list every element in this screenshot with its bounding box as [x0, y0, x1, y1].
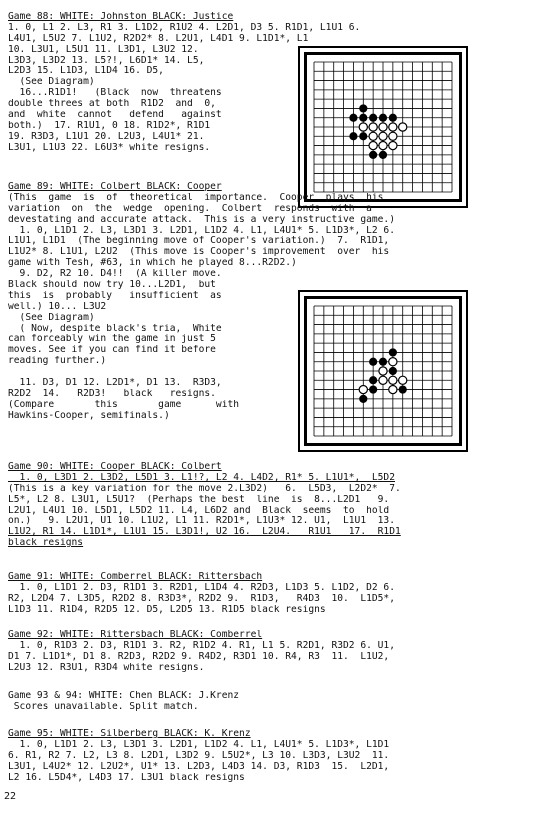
black-stone — [369, 151, 377, 159]
white-stone — [389, 123, 397, 131]
black-stone — [389, 114, 397, 122]
game-91 — [8, 572, 536, 616]
game-92-line-2: D1 7. L1D1*, D1 8. R2D3, R2D2 9. R4D2, R3D1 10. R4, R3 11. L1U2, — [8, 651, 390, 662]
game-91-line-2: R2, L2D4 7. L3D5, R2D2 8. R3D3*, R2D2 9. R1D3, R4D3 10. L1D5*, — [8, 593, 395, 604]
black-stone — [369, 358, 377, 366]
game-89-line-14: can forceably win the game in just 5 — [8, 334, 216, 345]
game-89-line-6: L1U2* 8. L1U1, L2U2 (This move is Cooper's improvement over his — [8, 247, 390, 258]
game-89-line-4: 1. 0, L1D1 2. L3, L3D1 3. L2D1, L1D2 4. L1, L4U1* 5. L1D3*, L2 6. — [8, 225, 395, 236]
game-89-line-8: 9. D2, R2 10. D4!! (A killer move. — [8, 269, 222, 280]
game-92-header: Game 92: WHITE: Rittersbach BLACK: Comberrel — [8, 630, 263, 640]
game-95-line-4: L2 16. L5D4*, L4D3 17. L3U1 black resigns — [8, 772, 245, 783]
game-92-line-1: 1. 0, R1D3 2. D3, R1D1 3. R2, R1D2 4. R1, L1 5. R2D1, R3D2 6. U1, — [8, 640, 395, 651]
black-stone — [359, 395, 367, 403]
game-91-header: Game 91: WHITE: Comberrel BLACK: Rittersbach — [8, 572, 263, 582]
white-stone — [389, 376, 397, 384]
white-stone — [359, 385, 367, 393]
black-stone — [359, 114, 367, 122]
white-stone — [369, 132, 377, 140]
white-stone — [369, 123, 377, 131]
game-89-line-12: (See Diagram) — [8, 312, 95, 323]
white-stone — [379, 376, 387, 384]
game-89-line-19: R2D2 14. R2D3! black resigns. — [8, 388, 216, 399]
black-stone — [399, 385, 407, 393]
game-88-line-5: L2D3 15. L1D3, L1D4 16. D5, — [8, 66, 164, 77]
game-90-line-3: L5*, L2 8. L3U1, L5U1? (Perhaps the best line is 8...L2D1 9. — [8, 494, 390, 505]
game-88-header: Game 88: WHITE: Johnston BLACK: Justice — [8, 12, 234, 22]
white-stone — [369, 141, 377, 149]
game-89-line-13: ( Now, despite black's tria, White — [8, 323, 222, 334]
game-88-line-10: both.) 17. R1U1, 0 18. R1D2*, R1D1 — [8, 120, 211, 131]
page-number: 22 — [4, 791, 17, 802]
white-stone — [399, 123, 407, 131]
game-89-header: Game 89: WHITE: Colbert BLACK: Cooper — [8, 182, 222, 192]
game-90-header: Game 90: WHITE: Cooper BLACK: Colbert — [8, 462, 222, 472]
game-89-line-15: moves. See if you can find it before — [8, 345, 216, 356]
black-stone — [379, 151, 387, 159]
game-88-line-9: and white cannot defend against — [8, 110, 222, 121]
white-stone — [399, 376, 407, 384]
game-88-line-6: (See Diagram) — [8, 77, 95, 88]
white-stone — [389, 141, 397, 149]
game-88-line-11: 19. R3D3, L1U1 20. L2U3, L4U1* 21. — [8, 131, 205, 142]
white-stone — [389, 358, 397, 366]
black-stone — [349, 132, 357, 140]
black-stone — [369, 114, 377, 122]
game-89-line-21: Hawkins-Cooper, semifinals.) — [8, 410, 170, 421]
black-stone — [379, 358, 387, 366]
game-88-line-8: double threes at both R1D2 and 0, — [8, 99, 216, 110]
white-stone — [359, 123, 367, 131]
black-stone — [349, 114, 357, 122]
game-89-line-20: (Compare this game with — [8, 399, 240, 410]
black-stone — [359, 132, 367, 140]
game-95 — [8, 729, 536, 783]
white-stone — [379, 141, 387, 149]
game-89-line-2: variation on the wedge opening. Colbert responds with a — [8, 203, 372, 214]
game-88-line-4: L3D3, L3D2 13. L5?!, L6D1* 14. L5, — [8, 55, 205, 66]
game-89-line-17 — [8, 367, 296, 378]
game-93-94 — [8, 691, 536, 713]
white-stone — [389, 132, 397, 140]
game-89-line-10: this is probably insufficient as — [8, 290, 222, 301]
game-95-line-2: 6. R1, R2 7. L2, L3 8. L2D1, L3D2 9. L5U2*, L3 10. L3D3, L3U2 11. — [8, 750, 390, 761]
game-91-line-3: L1D3 11. R1D4, R2D5 12. D5, L2D5 13. R1D5 black resigns — [8, 604, 326, 615]
black-stone — [389, 348, 397, 356]
game-88-line-2: L4U1, L5U2 7. L1U2, R2D2* 8. L2U1, L4D1 9. L1D1*, L1 — [8, 33, 309, 44]
game-92-line-3: L2U3 12. R3U1, R3D4 white resigns. — [8, 662, 205, 673]
game-89-line-11: well.) 10... L3U2 — [8, 301, 107, 312]
game-90-line-6: L1U2, R1 14. L1D1*, L1U1 15. L3D1!, U2 16. L2U4. R1U1 17. R1D1 — [8, 527, 401, 538]
game-93-94-line-1: Scores unavailable. Split match. — [8, 701, 199, 712]
white-stone — [379, 132, 387, 140]
game-90-line-1: 1. 0, L3D1 2. L3D2, L5D1 3. L1!?, L2 4. L4D2, R1* 5. L1U1*, L5D2 — [8, 472, 395, 483]
game-89-line-9: Black should now try 10...L2D1, but — [8, 280, 216, 291]
game-89-line-16: reading further.) — [8, 356, 107, 367]
game-95-header: Game 95: WHITE: Silberberg BLACK: K. Krenz — [8, 729, 251, 739]
game-88-line-1: 1. 0, L1 2. L3, R1 3. L1D2, R1U2 4. L2D1, D3 5. R1D1, L1U1 6. — [8, 22, 361, 33]
game-90-line-2: (This is a key variation for the move 2.L3D2) 6. L5D3, L2D2* 7. — [8, 483, 401, 494]
game-95-line-3: L3U1, L4U2* 12. L2U2*, U1* 13. L2D3, L4D3 14. D3, R1D3 15. L2D1, — [8, 761, 390, 772]
game-90-line-5: on.) 9. L2U1, U1 10. L1U2, L1 11. R2D1*, L1U3* 12. U1, L1U1 13. — [8, 516, 395, 527]
game-91-line-1: 1. 0, L1D1 2. D3, R1D1 3. R2D1, L1D4 4. R2D3, L1D3 5. L1D2, D2 6. — [8, 582, 395, 593]
game-88-line-12: L3U1, L1U3 22. L6U3* white resigns. — [8, 142, 211, 153]
white-stone — [379, 367, 387, 375]
black-stone — [389, 367, 397, 375]
game-93-94-header: Game 93 & 94: WHITE: Chen BLACK: J.Krenz — [8, 691, 240, 701]
game-90-line-7: black resigns — [8, 538, 84, 549]
game-89-line-5: L1U1, L1D1 (The beginning move of Cooper's variation.) 7. R1D1, — [8, 236, 390, 247]
board-grid — [310, 302, 456, 440]
black-stone — [369, 385, 377, 393]
black-stone — [379, 114, 387, 122]
game-88-line-3: 10. L3U1, L5U1 11. L3D1, L3U2 12. — [8, 44, 199, 55]
white-stone — [379, 123, 387, 131]
game-88-line-7: 16...R1D1! (Black now threatens — [8, 88, 222, 99]
game-92 — [8, 630, 536, 674]
game-89-line-3: devestating and accurate attack. This is a very instructive game.) — [8, 214, 395, 225]
game-95-line-1: 1. 0, L1D1 2. L3, L3D1 3. L2D1, L1D2 4. L1, L4U1* 5. L1D3*, L1D1 — [8, 739, 390, 750]
black-stone — [359, 104, 367, 112]
white-stone — [389, 385, 397, 393]
game-90-line-4: L2U1, L4U1 10. L5D1, L5D2 11. L4, L6D2 and Black seems to hold — [8, 505, 390, 516]
game-89-diagram — [298, 290, 468, 452]
black-stone — [369, 376, 377, 384]
game-89-line-1: (This game is of theoretical importance. Cooper plays his — [8, 192, 384, 203]
game-89-line-18: 11. D3, D1 12. L2D1*, D1 13. R3D3, — [8, 378, 222, 389]
game-89-line-7: game with Tesh, #63, in which he played 8...R2D2.) — [8, 258, 297, 269]
game-90 — [8, 462, 536, 549]
board-grid — [310, 58, 456, 196]
